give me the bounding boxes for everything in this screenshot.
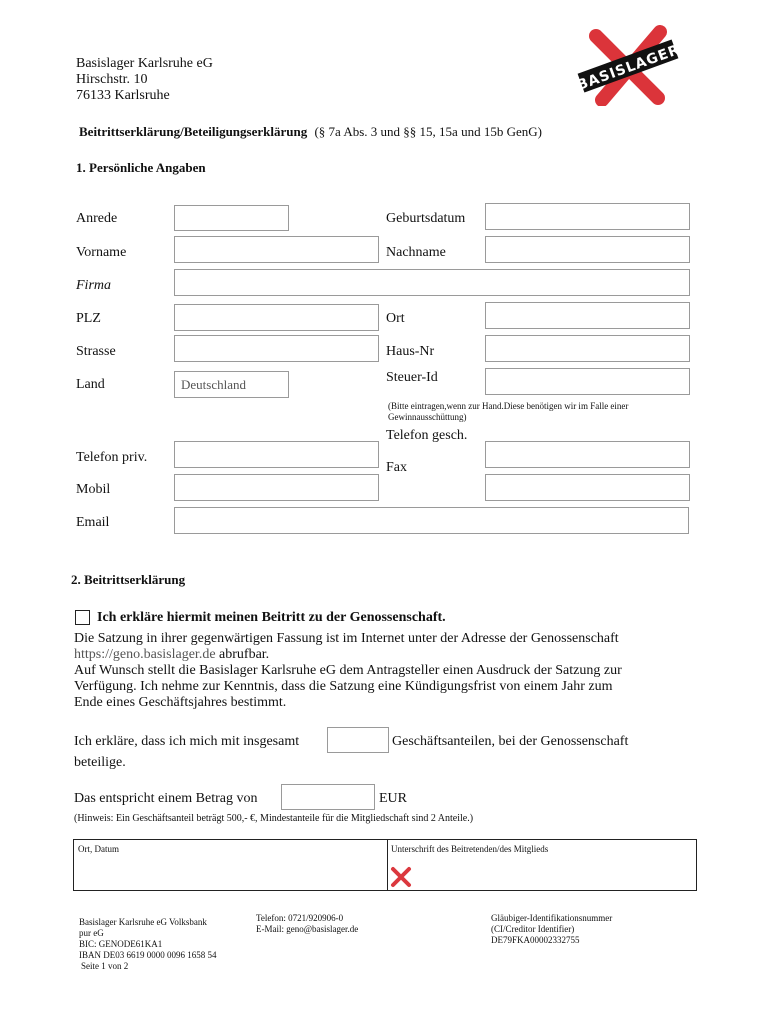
label-anrede: Anrede: [76, 211, 118, 226]
label-plz: PLZ: [76, 311, 101, 326]
footer-creditor: [491, 913, 612, 946]
vorname-input[interactable]: [174, 236, 379, 263]
telefon-gesch-input[interactable]: [485, 441, 690, 468]
satzung-paragraph: [74, 631, 622, 711]
ort-input[interactable]: [485, 302, 690, 329]
label-fax: Fax: [386, 460, 407, 475]
fax-input[interactable]: [485, 474, 690, 501]
section1-heading: 1. Persönliche Angaben: [76, 160, 206, 175]
footer-tel: Telefon: 0721/920906-0: [256, 913, 344, 923]
document-title: [79, 124, 542, 139]
steuerid-input[interactable]: [485, 368, 690, 395]
label-land: Land: [76, 377, 105, 392]
steuerid-hint: (Bitte eintragen,wenn zur Hand.Diese benötigen wir im Falle einer Gewinnausschüttung): [388, 401, 629, 422]
label-firma: Firma: [76, 278, 111, 293]
unterschrift-label: Unterschrift des Beitretenden/des Mitglieds: [391, 844, 549, 854]
mobil-input[interactable]: [174, 474, 379, 501]
ort-datum-box[interactable]: [73, 839, 388, 891]
label-strasse: Strasse: [76, 344, 116, 359]
satzung-line2: [74, 647, 622, 663]
label-hausnr: Haus-Nr: [386, 344, 435, 359]
hausnr-input[interactable]: [485, 335, 690, 362]
ort-datum-label: Ort, Datum: [78, 844, 119, 854]
footer-gl2: (CI/Creditor Identifier): [491, 924, 575, 934]
label-mobil: Mobil: [76, 482, 111, 497]
address-city: 76133 Karlsruhe: [76, 88, 170, 103]
hinweis-text: (Hinweis: Ein Geschäftsanteil beträgt 500,- €, Mindestanteile für die Mitgliedschaft sind 2 Anteile.): [74, 813, 474, 824]
telefon-priv-input[interactable]: [174, 441, 379, 468]
amount-after: EUR: [379, 791, 407, 806]
anrede-input[interactable]: [174, 205, 289, 231]
plz-input[interactable]: [174, 304, 379, 331]
shares-input[interactable]: [327, 727, 389, 753]
label-steuerid: Steuer-Id: [386, 370, 438, 385]
footer-gl3: DE79FKA00002332755: [491, 935, 580, 945]
beitritt-checkbox-label: Ich erkläre hiermit meinen Beitritt zu der Genossenschaft.: [97, 610, 446, 625]
amount-before: Das entspricht einem Betrag von: [74, 791, 258, 806]
address-org: Basislager Karlsruhe eG: [76, 56, 213, 71]
title-main: Beitrittserklärung/Beteiligungserklärung: [79, 124, 308, 139]
amount-input[interactable]: [281, 784, 375, 810]
unterschrift-box[interactable]: [387, 839, 697, 891]
geburtsdatum-input[interactable]: [485, 203, 690, 230]
label-nachname: Nachname: [386, 245, 446, 260]
address-block: [76, 56, 213, 104]
signature-x-icon: [390, 866, 412, 888]
basislager-logo: [572, 24, 682, 106]
footer-bank2: pur eG: [79, 928, 104, 938]
footer-bank1: Basislager Karlsruhe eG Volksbank: [79, 917, 207, 927]
firma-input[interactable]: [174, 269, 690, 296]
logo-text: BASISLAGER: [574, 41, 682, 94]
footer-contact: [256, 913, 358, 935]
footer-bic: BIC: GENODE61KA1: [79, 939, 163, 949]
label-vorname: Vorname: [76, 245, 127, 260]
footer-gl1: Gläubiger-Identifikationsnummer: [491, 913, 613, 923]
strasse-input[interactable]: [174, 335, 379, 362]
satzung-line5: Ende eines Geschäftsjahres bestimmt.: [74, 695, 287, 710]
beitritt-checkbox[interactable]: [75, 610, 90, 625]
title-legal: (§ 7a Abs. 3 und §§ 15, 15a und 15b GenG): [314, 124, 542, 139]
footer-email: E-Mail: geno@basislager.de: [256, 924, 359, 934]
satzung-line4: Verfügung. Ich nehme zur Kenntnis, dass die Satzung eine Kündigungsfrist von einem Jahr zum: [74, 679, 613, 694]
footer-page: Seite 1 von 2: [81, 961, 129, 971]
satzung-abrufbar: abrufbar.: [219, 647, 270, 662]
section2-heading: 2. Beitrittserklärung: [71, 572, 186, 587]
satzung-line1: Die Satzung in ihrer gegenwärtigen Fassung ist im Internet unter der Adresse der Genossenschaft: [74, 631, 619, 646]
label-geburtsdatum: Geburtsdatum: [386, 211, 466, 226]
label-telefon-gesch: Telefon gesch.: [386, 428, 468, 443]
satzung-link[interactable]: https://geno.basislager.de: [74, 647, 216, 662]
land-input[interactable]: [174, 371, 289, 398]
address-street: Hirschstr. 10: [76, 72, 148, 87]
shares-before: Ich erkläre, dass ich mich mit insgesamt: [74, 734, 300, 749]
footer-bank: [79, 917, 217, 972]
shares-end: beteilige.: [74, 755, 126, 770]
nachname-input[interactable]: [485, 236, 690, 263]
email-input[interactable]: [174, 507, 689, 534]
satzung-line3: Auf Wunsch stellt die Basislager Karlsruhe eG dem Antragsteller einen Ausdruck der Satzung zur: [74, 663, 622, 678]
footer-iban: IBAN DE03 6619 0000 0096 1658 54: [79, 950, 217, 960]
shares-after: Geschäftsanteilen, bei der Genossenschaft: [392, 734, 629, 749]
label-ort: Ort: [386, 311, 405, 326]
label-email: Email: [76, 515, 110, 530]
label-telefon-priv: Telefon priv.: [76, 450, 148, 465]
